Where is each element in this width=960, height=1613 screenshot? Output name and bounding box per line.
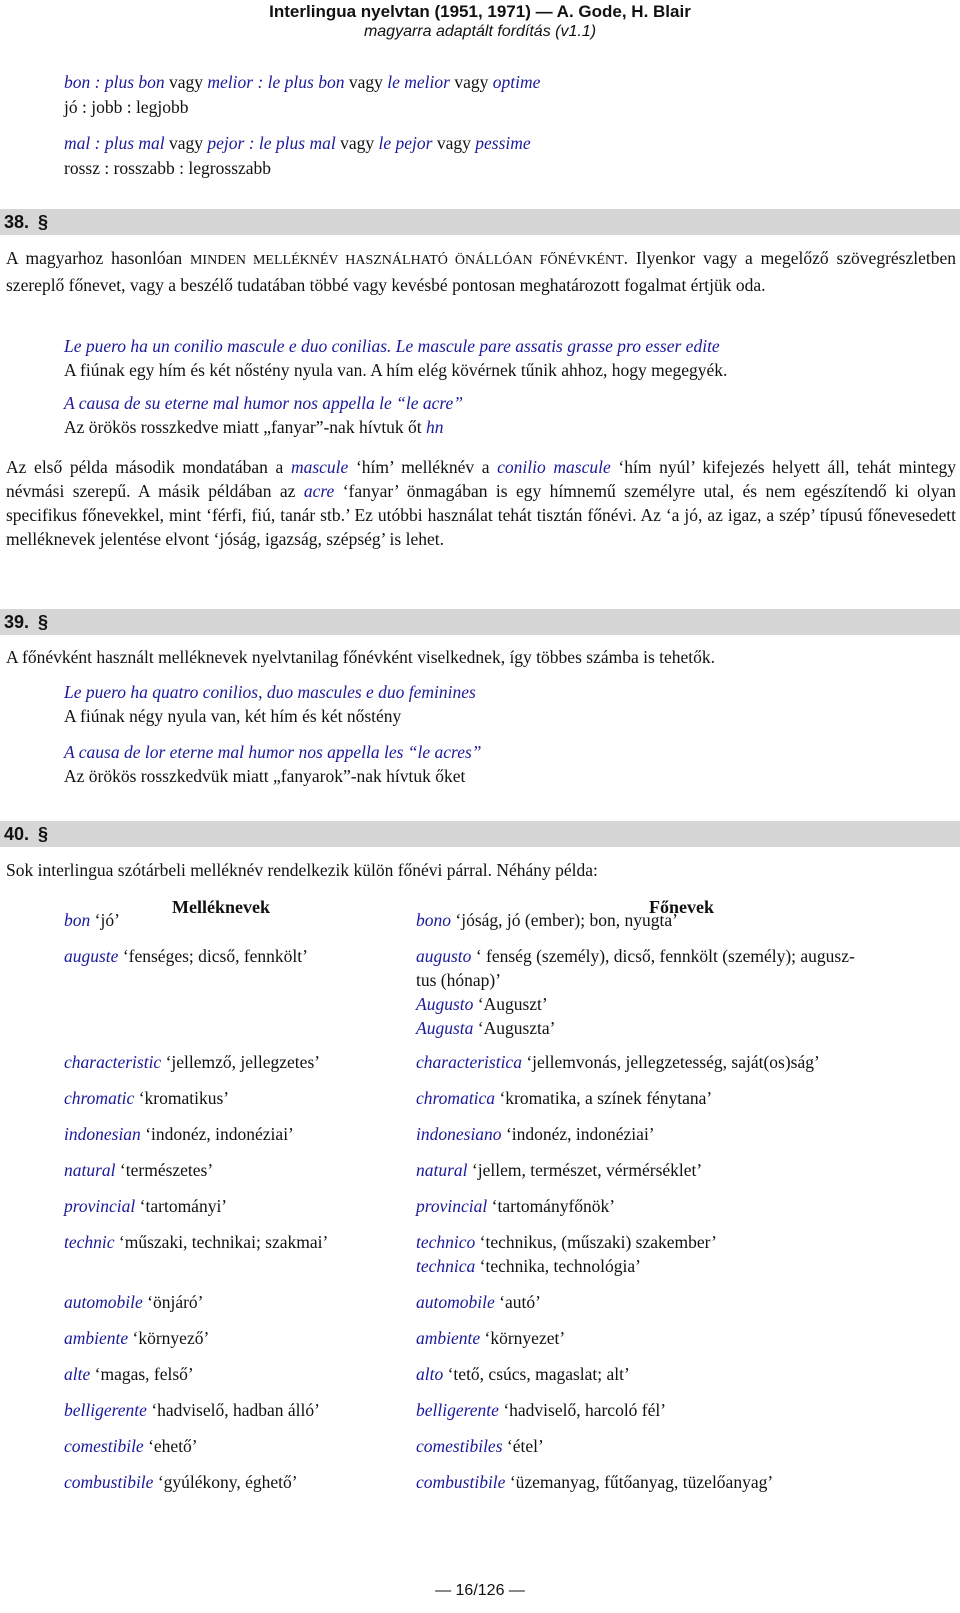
bon-line-segment: vagy [164,72,208,92]
adjective-word: technic [64,1232,115,1252]
noun-gloss: tus (hónap)’ [416,970,502,990]
noun-word: Augusto [416,994,474,1014]
noun-entry [416,1050,820,1074]
section-40-number: 40. [4,824,30,844]
section-38-paragraph-1 [6,246,956,297]
adjective-word: natural [64,1160,116,1180]
noun-gloss: ‘étel’ [502,1436,544,1456]
document-subtitle: magyarra adaptált fordítás (v1.1) [363,23,597,40]
noun-entry-line [416,1086,712,1110]
noun-word: Augusta [416,1018,474,1038]
noun-word: technico [416,1232,476,1252]
noun-entry-line [416,1290,541,1314]
s39-example-2-hungarian: Az örökös rosszkedvük miatt „fanyarok”-nak hívtuk őket [64,766,466,786]
noun-gloss: ‘jellem, természet, vérmérséklet’ [467,1160,703,1180]
noun-word: ambiente [416,1328,481,1348]
s38-p2-segment: ‘hím’ melléknév a [348,457,498,477]
s38-example-2-interlingua: A causa de su eterne mal humor nos appella le “le acre” [64,393,464,413]
adjective-entry-line [64,1086,229,1110]
noun-entry [416,1290,541,1314]
noun-entry [416,1434,544,1458]
adjective-gloss: ‘fenséges; dicső, fennkölt’ [118,946,308,966]
noun-gloss: ‘tartományfőnök’ [487,1196,616,1216]
bon-line-segment: vagy [449,72,493,92]
noun-gloss: ‘jellemvonás, jellegzetesség, saját(os)ság’ [521,1052,820,1072]
bon-line-segment: vagy [344,72,388,92]
noun-gloss: ‘technikus, (műszaki) szakember’ [475,1232,717,1252]
s39-example-1-interlingua: Le puero ha quatro conilios, duo mascules e duo feminines [64,682,476,702]
noun-entry [416,1086,712,1110]
adjective-entry [64,944,308,968]
noun-word: indonesiano [416,1124,502,1144]
s38-p2-segment: mascule [290,457,349,477]
noun-word: chromatica [416,1088,496,1108]
adjective-entry [64,1398,320,1422]
adjective-gloss: ‘ehető’ [143,1436,198,1456]
mal-line-segment: pessime [475,133,531,153]
adjective-gloss: ‘indonéz, indonéziai’ [140,1124,294,1144]
section-38-header [0,209,960,235]
mal-comparison-line [64,133,531,154]
noun-entry-line [416,1122,655,1146]
s38-ex2-hn: hn [426,417,444,437]
adjective-word: bon [64,910,91,930]
adjective-entry-line [64,1158,213,1182]
s38-p1-start: A magyarhoz hasonlóan [6,248,190,268]
column-header-adjectives: Melléknevek [172,897,270,917]
adjective-entry [64,1122,294,1146]
noun-entry-line [416,1434,544,1458]
noun-entry-line [416,1470,773,1494]
noun-entry-line [416,1254,717,1278]
adjective-entry-line [64,1470,298,1494]
noun-word: provincial [416,1196,488,1216]
s38-p2-segment: conilio mascule [497,457,611,477]
adjective-word: ambiente [64,1328,129,1348]
adjective-gloss: ‘gyúlékony, éghető’ [153,1472,298,1492]
adjective-word: automobile [64,1292,143,1312]
bon-comparison-line [64,72,540,93]
section-40-header [0,821,960,847]
mal-line-segment: pejor : le plus mal [207,133,336,153]
adjective-word: characteristic [64,1052,162,1072]
bon-line-segment: optime [492,72,541,92]
noun-entry [416,1398,666,1422]
adjective-gloss: ‘hadviselő, hadban álló’ [146,1400,320,1420]
mal-line-segment: vagy [335,133,379,153]
noun-gloss: ‘autó’ [494,1292,541,1312]
noun-entry-line [416,1326,565,1350]
bon-line-segment: melior : le plus bon [207,72,345,92]
noun-word: bono [416,910,451,930]
section-38-paragraph-2 [6,455,956,551]
adjective-word: indonesian [64,1124,141,1144]
noun-gloss: ‘technika, technológia’ [475,1256,641,1276]
s39-example-1-hungarian: A fiúnak négy nyula van, két hím és két nőstény [64,706,402,726]
mal-line-segment: le pejor [378,133,433,153]
adjective-gloss: ‘tartományi’ [135,1196,228,1216]
section-39-header [0,609,960,635]
s38-example-1-hungarian: A fiúnak egy hím és két nőstény nyula van. A hím elég kövérnek tűnik ahhoz, hogy megegyék. [64,360,728,380]
s38-example-2-hungarian [64,417,444,438]
adjective-entry-line [64,1050,320,1074]
noun-gloss: ‘hadviselő, harcoló fél’ [498,1400,667,1420]
adjective-entry [64,1326,209,1350]
adjective-word: comestibile [64,1436,144,1456]
adjective-word: belligerente [64,1400,147,1420]
adjective-entry [64,1470,298,1494]
noun-entry-line [416,1158,702,1182]
noun-entry [416,908,678,932]
noun-entry [416,1230,717,1278]
noun-word: comestibiles [416,1436,503,1456]
mal-line-segment: vagy [164,133,208,153]
noun-entry-line [416,1016,855,1040]
adjective-entry [64,1230,328,1254]
mal-line-segment: vagy [432,133,476,153]
mal-translation: rossz : rosszabb : legrosszabb [64,158,272,178]
column-header-nouns: Főnevek [649,897,714,917]
adjective-entry-line [64,1362,194,1386]
noun-entry-line [416,1230,717,1254]
adjective-gloss: ‘környező’ [128,1328,210,1348]
bon-line-segment: le melior [387,72,450,92]
section-icon: § [38,612,49,632]
adjective-entry-line [64,944,308,968]
section-39-number: 39. [4,612,30,632]
adjective-word: provincial [64,1196,136,1216]
adjective-gloss: ‘magas, felső’ [90,1364,194,1384]
adjective-gloss: ‘jellemző, jellegzetes’ [161,1052,321,1072]
noun-gloss: ‘jóság, jó (ember); bon, nyugta’ [451,910,678,930]
noun-entry-line [416,1362,630,1386]
adjective-entry [64,1158,213,1182]
adjective-gloss: ‘kromatikus’ [134,1088,230,1108]
s38-p1-caps: MINDEN MELLÉKNÉV HASZNÁLHATÓ ÖNÁLLÓAN FŐNÉVKÉNT [189,253,624,268]
adjective-word: auguste [64,946,119,966]
adjective-gloss: ‘jó’ [90,910,120,930]
mal-line-segment: mal : plus mal [64,133,165,153]
noun-entry [416,1194,615,1218]
s38-p2-segment: ‘fanyar’ önmagában is egy hímnemű személyre utal, és nem egészítendő ki olyan specifikus főnevekkel, mint ‘férfi, fiú, tanár stb.’ Ez utóbbi használat tehát tisztán főnévi. Az ‘a jó, az igaz, a szép’ típusú főnevesedett melléknevek jelentése elvont ‘jóság, igazság, szépség’ is lehet. [6,481,956,549]
noun-word: combustibile [416,1472,506,1492]
noun-gloss: ‘tető, csúcs, magaslat; alt’ [443,1364,630,1384]
adjective-entry-line [64,1290,204,1314]
adjective-entry-line [64,1230,328,1254]
adjective-entry-line [64,1398,320,1422]
noun-entry [416,1122,655,1146]
section-39-paragraph: A főnévként használt melléknevek nyelvtanilag főnévként viselkednek, így többes számba is tehetők. [6,647,716,667]
section-icon: § [38,824,49,844]
adjective-entry [64,1434,198,1458]
s38-p1-rest: . Ilyenkor vagy a megelőző szövegrészletben szereplő főnevet, vagy a beszélő tudatában többé vagy kevésbé pontosan meghatározott fogalmat értjük oda. [6,248,957,295]
noun-word: alto [416,1364,444,1384]
bon-translation: jó : jobb : legjobb [64,97,189,117]
noun-word: natural [416,1160,468,1180]
s39-example-2-interlingua: A causa de lor eterne mal humor nos appella les “le acres” [64,742,482,762]
adjective-word: chromatic [64,1088,135,1108]
adjective-word: combustibile [64,1472,154,1492]
noun-gloss: ‘Auguszt’ [473,994,548,1014]
s38-example-1-interlingua: Le puero ha un conilio mascule e duo conilias. Le mascule pare assatis grasse pro esser edite [64,336,720,356]
adjective-entry [64,1290,204,1314]
noun-word: augusto [416,946,472,966]
adjective-entry-line [64,1122,294,1146]
adjective-entry [64,1362,194,1386]
adjective-gloss: ‘önjáró’ [142,1292,204,1312]
noun-gloss: ‘környezet’ [480,1328,566,1348]
adjective-entry-line [64,1194,227,1218]
noun-word: belligerente [416,1400,499,1420]
section-icon: § [38,212,49,232]
noun-gloss: ‘üzemanyag, fűtőanyag, tüzelőanyag’ [505,1472,774,1492]
document-title: Interlingua nyelvtan (1951, 1971) — A. Gode, H. Blair [269,2,691,21]
noun-entry [416,1158,702,1182]
s38-p2-segment: acre [303,481,335,501]
noun-entry [416,1362,630,1386]
noun-entry-line [416,1398,666,1422]
section-38-number: 38. [4,212,30,232]
page-number: — 16/126 — [435,1582,525,1599]
adjective-word: alte [64,1364,91,1384]
noun-gloss: ‘Auguszta’ [473,1018,556,1038]
adjective-entry [64,1194,227,1218]
section-40-paragraph: Sok interlingua szótárbeli melléknév rendelkezik külön főnévi párral. Néhány példa: [6,860,598,880]
bon-line-segment: bon : plus bon [64,72,165,92]
noun-gloss: ‘kromatika, a színek fénytana’ [495,1088,713,1108]
noun-entry-line [416,968,855,992]
noun-entry [416,944,855,1040]
noun-gloss: ‘ fenség (személy), dicső, fennkölt (személy); augusz- [471,946,855,966]
noun-entry-line [416,944,855,968]
adjective-entry [64,1086,229,1110]
noun-entry [416,1470,773,1494]
noun-entry-line [416,1050,820,1074]
noun-gloss: ‘indonéz, indonéziai’ [501,1124,655,1144]
s38-p2-segment: Az első példa második mondatában a [6,457,291,477]
adjective-entry-line [64,908,120,932]
noun-entry-line [416,1194,615,1218]
page-header [0,2,960,42]
noun-entry-line [416,908,678,932]
adjective-entry [64,1050,320,1074]
s38-p2-segment: ‘hím nyúl’ kifejezés helyett áll, tehát mintegy névmási szerepű. A másik példában az [6,457,956,501]
noun-word: automobile [416,1292,495,1312]
adjective-gloss: ‘természetes’ [115,1160,214,1180]
noun-word: characteristica [416,1052,522,1072]
adjective-entry-line [64,1326,209,1350]
noun-entry-line [416,992,855,1016]
adjective-entry-line [64,1434,198,1458]
adjective-entry [64,908,120,932]
noun-entry [416,1326,565,1350]
s38-ex2-hu-text: Az örökös rosszkedve miatt „fanyar”-nak hívtuk őt [64,417,422,437]
noun-word: technica [416,1256,476,1276]
adjective-gloss: ‘műszaki, technikai; szakmai’ [114,1232,329,1252]
